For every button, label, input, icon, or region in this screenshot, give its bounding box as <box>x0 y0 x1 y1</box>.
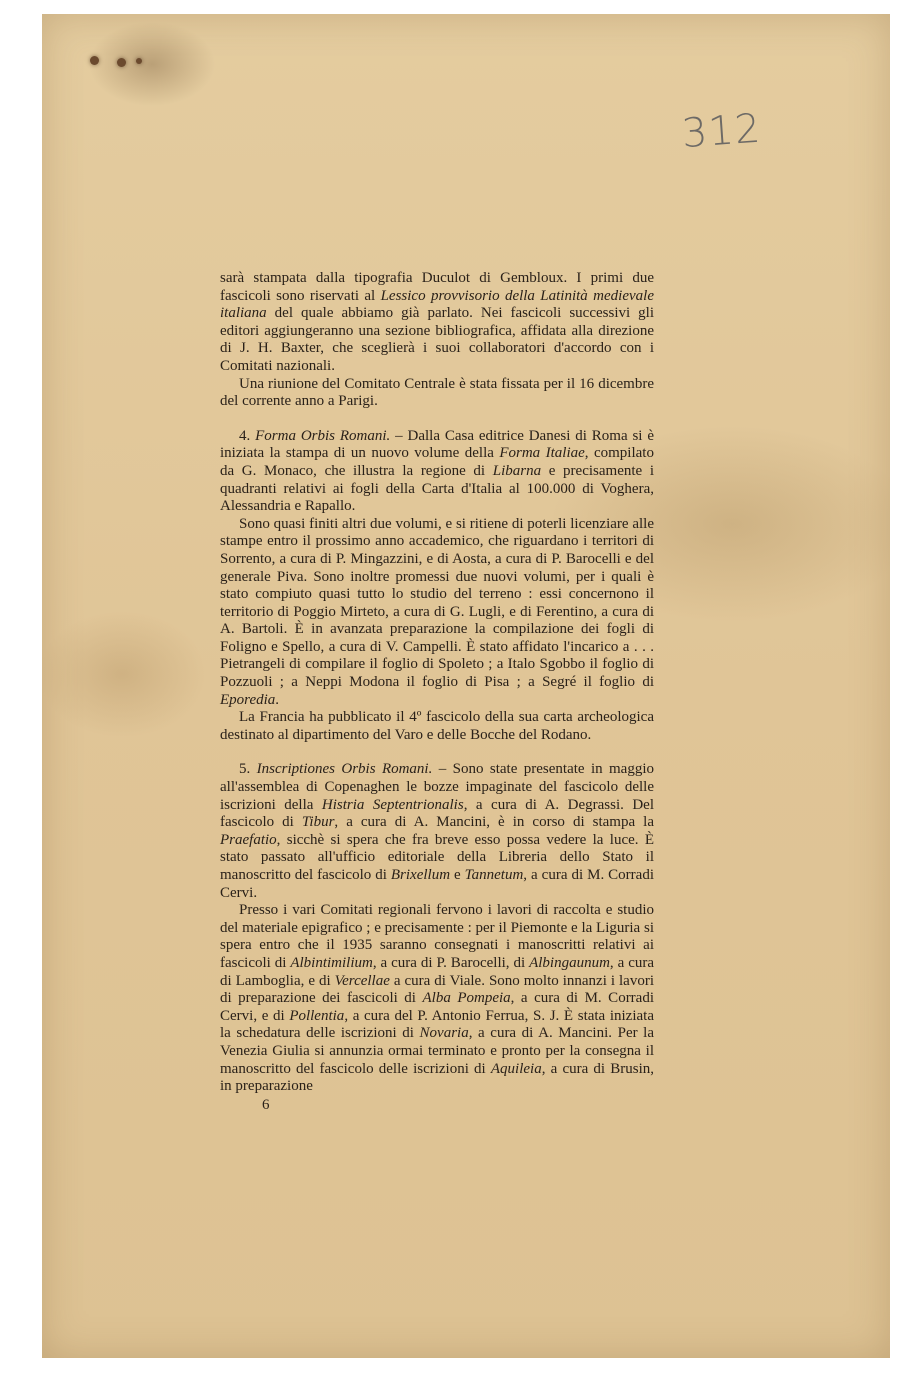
punch-hole-3 <box>136 58 142 64</box>
page-number: 6 <box>262 1097 270 1113</box>
section-5-paragraph: 5. Inscriptiones Orbis Romani. – Sono state presentate in maggio all'assemblea di Copenaghen le bozze impaginate del fascicolo delle iscrizioni della Histria Septentrionalis, a cura di A. Degrassi. Del fascicolo di Tibur, a cura di A. Mancini, è in corso di stampa la Praefatio, sicchè si spera che fra breve esso possa vedere la luce. È stato passato all'ufficio editoriale della Libreria dello Stato il manoscritto del fascicolo di Brixellum e Tannetum, a cura di M. Corradi Cervi. <box>220 761 655 901</box>
paragraph: Presso i vari Comitati regionali fervono i lavori di raccolta e studio del materiale epigrafico ; e precisamente : per il Piemonte e la Liguria si spera entro che il 1935 saranno consegnati i manoscritti relativi ai fascicoli di Albintimilium, a cura di P. Barocelli, di Albingaunum, a cura di Lamboglia, e di Vercellae a cura di Viale. Sono molto innanzi i lavori di preparazione dei fascicoli di Alba Pompeia, a cura di M. Corradi Cervi, e di Pollentia, a cura del P. Antonio Ferrua, S. J. È stata iniziata la schedatura delle iscrizioni di Novaria, a cura di A. Mancini. Per la Venezia Giulia si annunzia ormai terminato e pronto per la consegna il manoscritto del fascicolo delle iscrizioni di Aquileia, a cura di Brusin, in preparazione <box>220 902 655 1095</box>
section-5-title: Inscriptiones Orbis Romani. <box>256 761 433 778</box>
handwritten-page-number: 312 <box>680 105 763 158</box>
section-4-title: Forma Orbis Romani. <box>255 427 391 444</box>
paragraph: Una riunione del Comitato Centrale è stata fissata per il 16 dicembre del corrente anno a Parigi. <box>220 375 654 410</box>
body-text <box>220 270 654 1096</box>
punch-hole-1 <box>90 56 99 65</box>
paragraph: La Francia ha pubblicato il 4º fascicolo della sua carta archeologica destinato al dipartimento del Varo e delle Bocche del Rodano. <box>220 709 654 743</box>
paragraph: Sono quasi finiti altri due volumi, e si ritiene di poterli licenziare alle stampe entro il prossimo anno accademico, che riguardano i territori di Sorrento, a cura di P. Mingazzini, e di Aosta, a cura di P. Barocelli e del generale Piva. Sono inoltre promessi due nuovi volumi, per i quali è stato compiuto quasi tutto lo studio del terreno : essi concernono il territorio di Poggio Mirteto, a cura di G. Lugli, e di Ferentino, a cura di A. Bartoli. È in avanzata preparazione la compilazione dei fogli di Foligno e Spello, a cura di V. Campelli. È stato affidato l'incarico a . . . Pietrangeli di compilare il foglio di Spoleto ; a Italo Sgobbo il foglio di Pozzuoli ; a Neppi Modona il foglio di Pisa ; a Segré il foglio di Eporedia. <box>220 515 654 708</box>
punch-hole-2 <box>117 58 126 67</box>
section-4-paragraph: 4. Forma Orbis Romani. – Dalla Casa editrice Danesi di Roma si è iniziata la stampa di un nuovo volume della Forma Italiae, compilato da G. Monaco, che illustra la regione di Libarna e precisamente i quadranti relativi ai fogli della Carta d'Italia al 100.000 di Voghera, Alessandria e Rapallo. <box>220 427 654 515</box>
paragraph: sarà stampata dalla tipografia Duculot di Gembloux. I primi due fascicoli sono riservati al Lessico provvisorio della Latinità medievale italiana del quale abbiamo già parlato. Nei fascicoli successivi gli editori aggiungeranno una sezione bibliografica, affidata alla direzione di J. H. Baxter, che sceglierà i suoi collaboratori d'accordo con i Comitati nazionali. <box>220 270 654 374</box>
